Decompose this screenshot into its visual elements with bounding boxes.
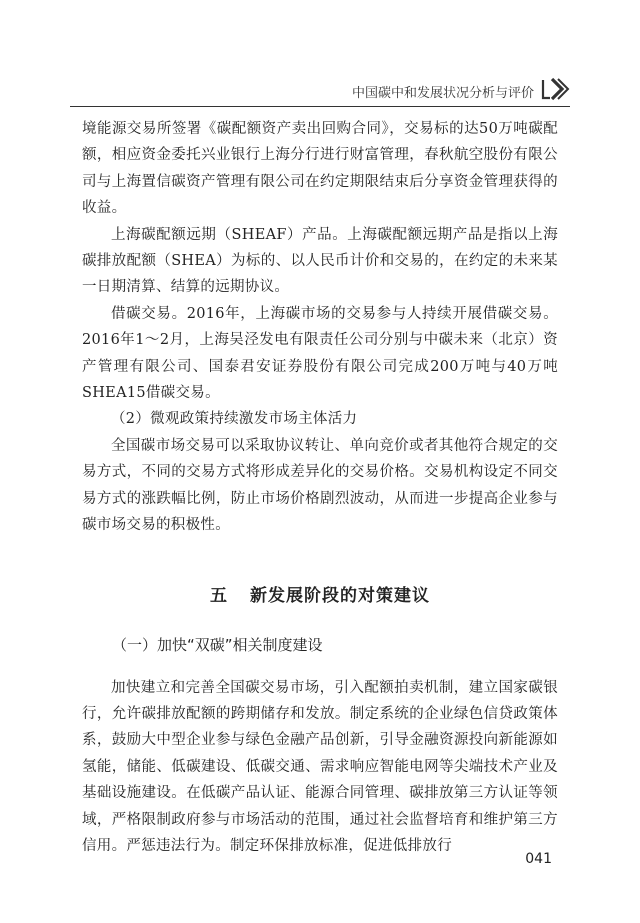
header-title: 中国碳中和发展状况分析与评价 bbox=[351, 86, 534, 101]
paragraph-continuation: 境能源交易所签署《碳配额资产卖出回购合同》，交易标的达50万吨碳配额，相应资金委托兴业银行上海分行进行财富管理，春秋航空股份有限公司与上海置信碳资产管理有限公司在约定期限结束后分享资金管理获得的收益。 bbox=[82, 121, 558, 217]
section-title-text: 新发展阶段的对策建议 bbox=[250, 585, 430, 606]
section-title bbox=[82, 581, 558, 606]
paragraph-policy: 加快建立和完善全国碳交易市场，引入配额拍卖机制，建立国家碳银行，允许碳排放配额的跨期储存和发放。制定系统的企业绿色信贷政策体系，鼓励大中型企业参与绿色金融产品创新，引导金融资源投向新能源如氢能，储能、低碳建设、低碳交通、需求响应智能电网等尖端技术产业及基础设施建设。在低碳产品认证、能源合同管理、碳排放第三方认证等领域，严格限制政府参与市场活动的范围，通过社会监督培育和维护第三方信用。严惩违法行为。制定环保排放标准，促进低排放行 bbox=[82, 679, 558, 854]
paragraph-national-market: 全国碳市场交易可以采取协议转让、单向竞价或者其他符合规定的交易方式，不同的交易方式将形成差异化的交易价格。交易机构设定不同交易方式的涨跌幅比例，防止市场价格剧烈波动，从而进一步提高企业参与碳市场交易的积极性。 bbox=[82, 437, 558, 534]
chevron-logo-icon bbox=[540, 76, 570, 102]
paragraph-borrowing: 借碳交易。2016年，上海碳市场的交易参与人持续开展借碳交易。2016年1～2月，上海吴泾发电有限责任公司分别与中碳未来（北京）资产管理有限公司、国泰君安证券股份有限公司完成200万吨与40万吨SHEA15借碳交易。 bbox=[82, 305, 558, 402]
paragraph-sheaf: 上海碳配额远期（SHEAF）产品。上海碳配额远期产品是指以上海碳排放配额（SHEA）为标的、以人民币计价和交易的，在约定的未来某一日期清算、结算的远期协议。 bbox=[82, 226, 558, 296]
paragraph-heading-2: （2）微观政策持续激发市场主体活力 bbox=[111, 411, 358, 428]
subsection-title: （一）加快“双碳”相关制度建设 bbox=[112, 635, 323, 654]
page-body bbox=[82, 116, 558, 859]
section-number: 五 bbox=[210, 585, 228, 606]
page-number: 041 bbox=[525, 851, 552, 867]
running-header bbox=[70, 72, 570, 107]
